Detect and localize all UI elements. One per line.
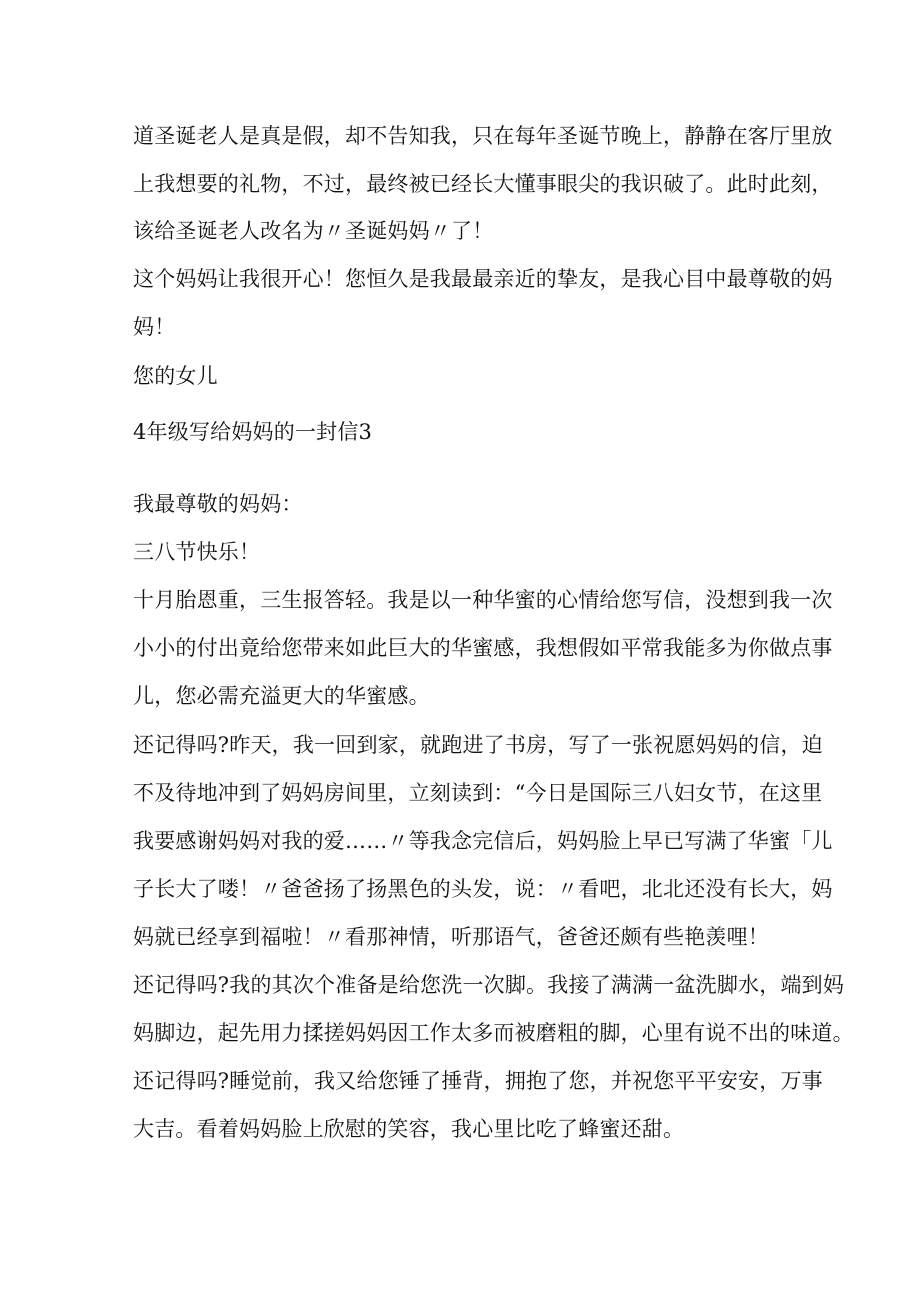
- paragraph-line: 还记得吗?我的其次个准备是给您洗一次脚。我接了满满一盆洗脚水，端到妈: [133, 973, 845, 997]
- paragraph-line: 我要感谢妈妈对我的爱……〃等我念完信后，妈妈脸上早已写满了华蜜「儿: [133, 829, 833, 853]
- paragraph-line: 还记得吗?昨天，我一回到家，就跑进了书房，写了一张祝愿妈妈的信，迫: [133, 733, 823, 757]
- paragraph-line: 大吉。看着妈妈脸上欣慰的笑容，我心里比吃了蜂蜜还甜。: [133, 1117, 685, 1141]
- salutation-line: 我最尊敬的妈妈：: [133, 492, 303, 516]
- paragraph-line: 这个妈妈让我很开心！您恒久是我最最亲近的挚友，是我心目中最尊敬的妈: [133, 267, 833, 291]
- paragraph-line: 上我想要的礼物，不过，最终被已经长大懂事眼尖的我识破了。此时此刻，: [133, 172, 833, 196]
- paragraph-line: 妈！: [133, 315, 176, 339]
- paragraph-line: 子长大了喽！〃爸爸扬了扬黑色的头发，说：〃看吧，北北还没有长大，妈: [133, 877, 833, 901]
- paragraph-line: 十月胎恩重，三生报答轻。我是以一种华蜜的心情给您写信，没想到我一次: [133, 588, 833, 612]
- signature-line: 您的女儿: [133, 364, 218, 388]
- paragraph-line: 小小的付出竟给您带来如此巨大的华蜜感，我想假如平常我能多为你做点事: [133, 636, 833, 660]
- paragraph-line: 该给圣诞老人改名为〃圣诞妈妈〃了！: [133, 219, 494, 243]
- section-heading: 4年级写给妈妈的一封信3: [133, 420, 373, 444]
- paragraph-line: 妈脚边，起先用力揉搓妈妈因工作太多而被磨粗的脚，心里有说不出的味道。: [133, 1021, 854, 1045]
- paragraph-line: 妈就已经享到福啦！〃看那神情，听那语气，爸爸还颇有些艳羡哩！: [133, 925, 769, 949]
- paragraph-line: 道圣诞老人是真是假，却不告知我，只在每年圣诞节晚上，静静在客厅里放: [133, 124, 833, 148]
- paragraph-line: 不及待地冲到了妈妈房间里，立刻读到：“今日是国际三八妇女节，在这里: [133, 781, 823, 805]
- paragraph-line: 还记得吗?睡觉前，我又给您锤了捶背，拥抱了您，并祝您平平安安，万事: [133, 1069, 823, 1093]
- greeting-line: 三八节快乐！: [133, 540, 261, 564]
- paragraph-line: 儿，您必需充溢更大的华蜜感。: [133, 684, 430, 708]
